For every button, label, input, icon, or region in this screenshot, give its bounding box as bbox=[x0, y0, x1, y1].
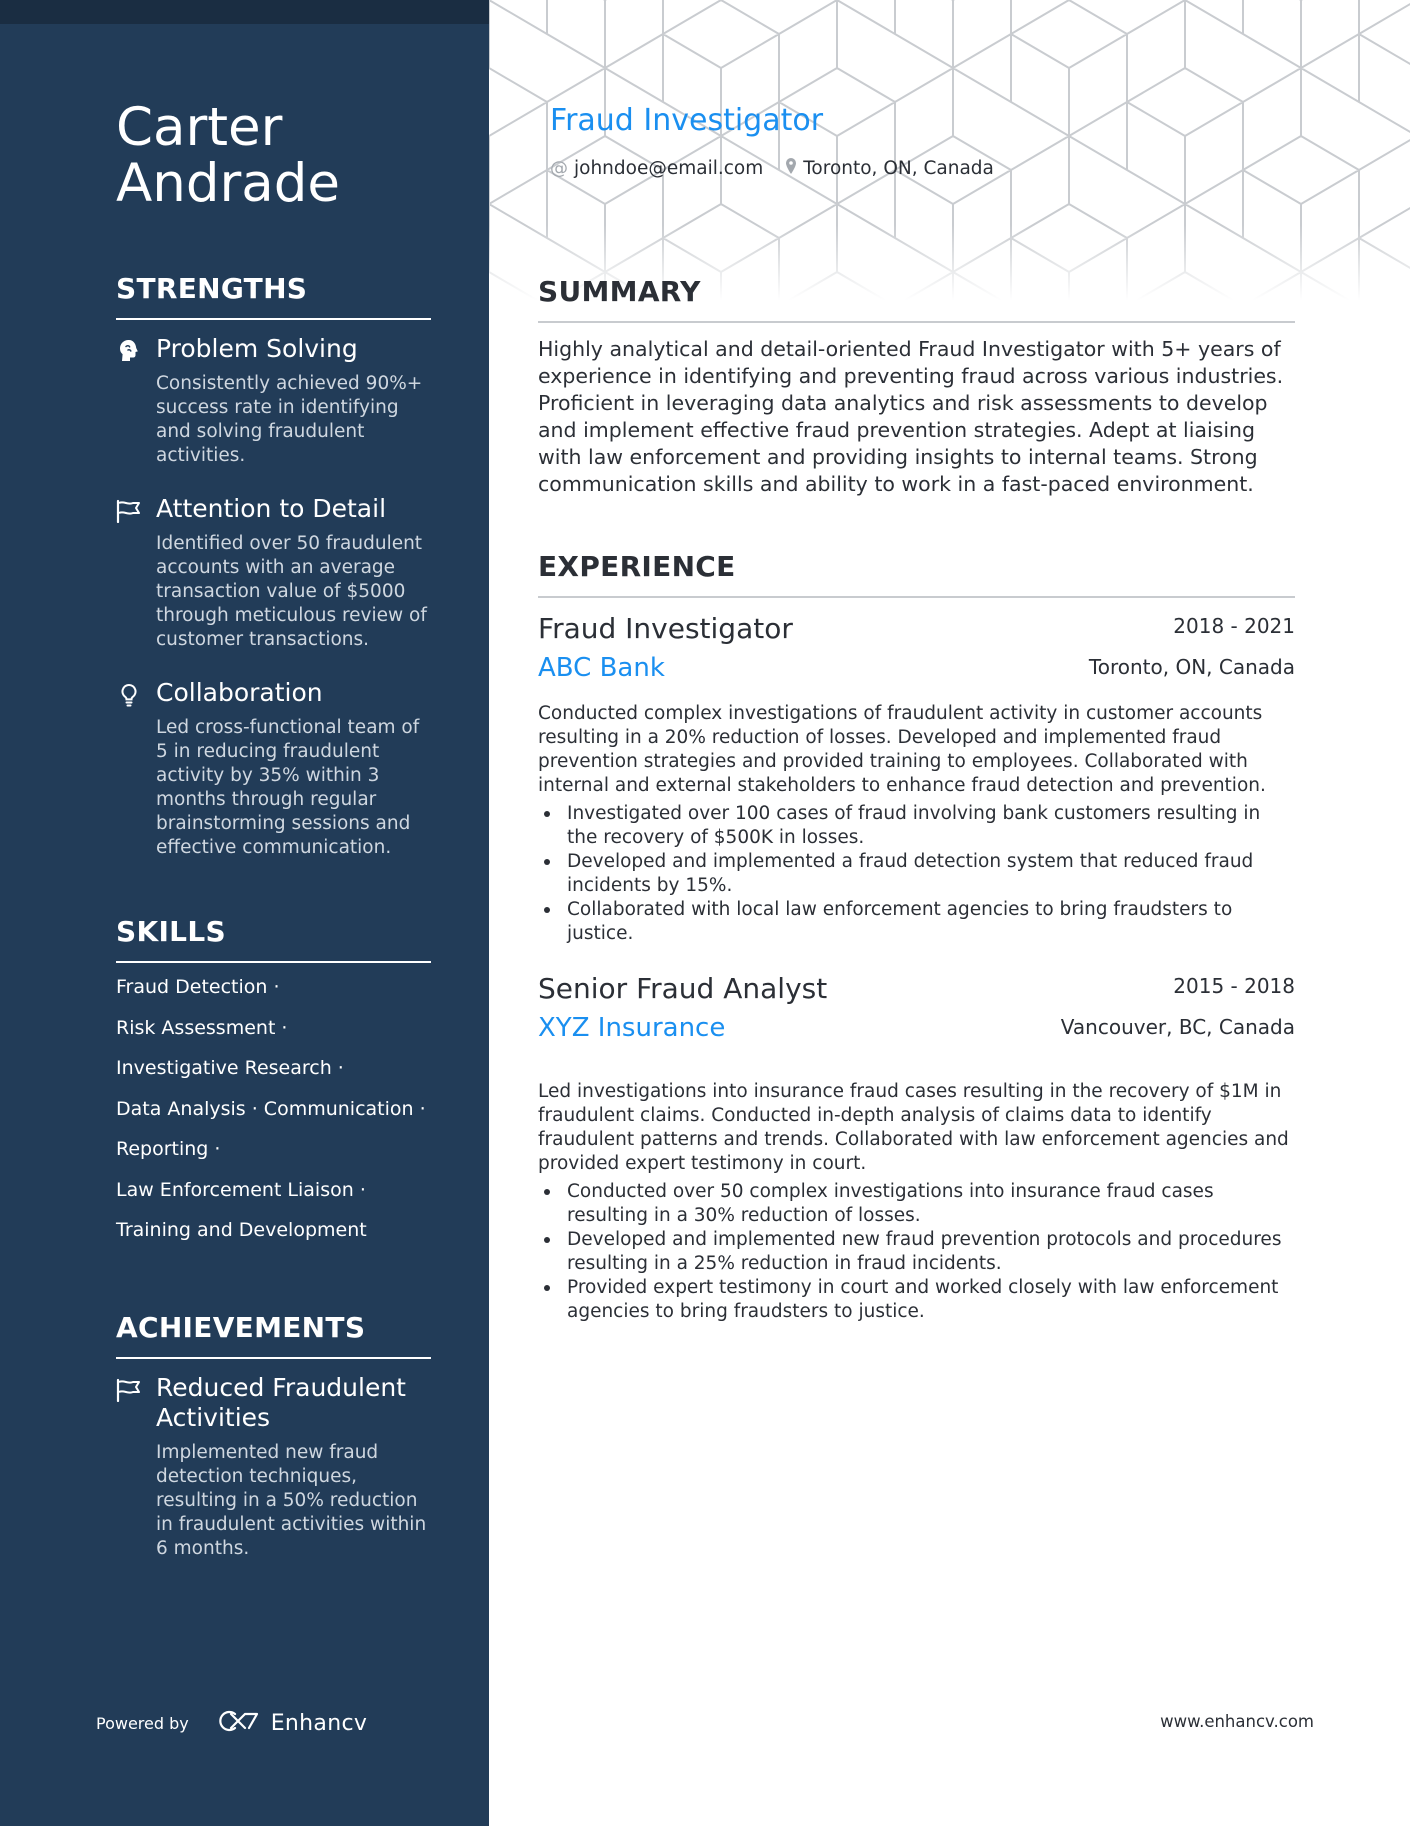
flag-icon bbox=[116, 498, 142, 524]
job-location: Toronto, ON, Canada bbox=[1088, 655, 1295, 679]
summary-text: Highly analytical and detail-oriented Fraud Investigator with 5+ years of experience in identifying and preventing fraud across various industries. Proficient in leveraging data analytics and risk assessments to develop and implement effective fraud prevention strategies. Adept at liaising with law enforcement and providing insights to internal teams. Strong communication skills and ability to work in a fast-paced environment. bbox=[538, 337, 1284, 496]
job-company: ABC Bank bbox=[538, 653, 665, 683]
job-bullet: Investigated over 100 cases of fraud involving bank customers resulting in the recovery of $500K in losses. bbox=[538, 802, 1295, 850]
achievement-item bbox=[116, 1373, 431, 1561]
location-contact bbox=[785, 157, 994, 180]
decorative-pattern bbox=[489, 0, 1410, 300]
email-contact[interactable] bbox=[550, 158, 763, 179]
job-bullets bbox=[538, 1180, 1295, 1324]
skill-line: Fraud Detection · bbox=[116, 976, 280, 998]
powered-by-label: Powered by bbox=[96, 1713, 189, 1733]
strengths-title: STRENGTHS bbox=[116, 272, 431, 320]
strength-item bbox=[116, 678, 431, 860]
skill-line: Risk Assessment · bbox=[116, 1016, 288, 1039]
achievement-title: Reduced Fraudulent Activities bbox=[156, 1373, 406, 1432]
location-text: Toronto, ON, Canada bbox=[803, 158, 994, 179]
last-name: Andrade bbox=[116, 153, 341, 214]
map-pin-icon bbox=[785, 157, 797, 180]
strength-title: Problem Solving bbox=[156, 334, 358, 363]
skill-line: Investigative Research · bbox=[116, 1057, 344, 1079]
strength-item bbox=[116, 334, 431, 468]
job-description: Led investigations into insurance fraud cases resulting in the recovery of $1M in fraudulent claims. Conducted in-depth analysis of claims data to identify fraudulent patterns and trends. Collaborated with law enforcement agencies and provided expert testimony in court. bbox=[538, 1081, 1289, 1174]
job-bullet: Developed and implemented new fraud prevention protocols and procedures resulting in a 25% reduction in fraud incidents. bbox=[538, 1228, 1295, 1276]
skills-section bbox=[116, 915, 431, 1241]
at-icon: @ bbox=[550, 158, 568, 179]
job-bullet: Developed and implemented a fraud detection system that reduced fraud incidents by 15%. bbox=[538, 850, 1295, 898]
sidebar-top-bar bbox=[0, 0, 489, 24]
skills-title: SKILLS bbox=[116, 915, 431, 963]
email-text: johndoe@email.com bbox=[574, 158, 764, 179]
job-location: Vancouver, BC, Canada bbox=[1060, 1015, 1295, 1039]
flag-icon bbox=[116, 1377, 142, 1403]
skill-line: Reporting · bbox=[116, 1138, 221, 1160]
achievement-desc: Implemented new fraud detection techniques, resulting in a 50% reduction in fraudulent activities within 6 months. bbox=[156, 1442, 427, 1559]
skill-line: Data Analysis · Communication · bbox=[116, 1097, 426, 1120]
strengths-section bbox=[116, 272, 431, 858]
skill-line: Law Enforcement Liaison · bbox=[116, 1178, 366, 1201]
first-name: Carter bbox=[116, 97, 283, 158]
job-bullet: Provided expert testimony in court and worked closely with law enforcement agencies to bring fraudsters to justice. bbox=[538, 1276, 1295, 1324]
experience-title: EXPERIENCE bbox=[538, 550, 1295, 598]
summary-title: SUMMARY bbox=[538, 275, 1295, 323]
job-bullet: Collaborated with local law enforcement agencies to bring fraudsters to justice. bbox=[538, 898, 1295, 946]
job-bullet: Conducted over 50 complex investigations into insurance fraud cases resulting in a 30% reduction of losses. bbox=[538, 1180, 1295, 1228]
job-title: Fraud Investigator bbox=[538, 612, 793, 645]
candidate-name bbox=[116, 97, 446, 214]
job-body bbox=[538, 1080, 1295, 1324]
skills-list bbox=[116, 975, 431, 1259]
job-title: Senior Fraud Analyst bbox=[538, 972, 828, 1005]
pattern-fade bbox=[489, 0, 1410, 300]
enhancv-brand: Enhancv bbox=[270, 1710, 368, 1736]
strength-desc: Identified over 50 fraudulent accounts with an average transaction value of $5000 through meticulous review of customer transactions. bbox=[156, 533, 427, 650]
role-title: Fraud Investigator bbox=[550, 103, 824, 138]
powered-by bbox=[96, 1706, 367, 1740]
strength-title: Attention to Detail bbox=[156, 494, 387, 523]
job-bullets bbox=[538, 802, 1295, 946]
strength-title: Collaboration bbox=[156, 678, 323, 707]
skill-line: Training and Development bbox=[116, 1219, 367, 1241]
brain-icon bbox=[116, 338, 142, 364]
job-company: XYZ Insurance bbox=[538, 1013, 726, 1043]
website-link[interactable]: www.enhancv.com bbox=[1160, 1712, 1314, 1731]
strength-item bbox=[116, 494, 431, 652]
hex-line-pattern bbox=[489, 0, 1410, 300]
lightbulb-icon bbox=[116, 682, 142, 708]
strength-desc: Led cross-functional team of 5 in reducing fraudulent activity by 35% within 3 months through regular brainstorming sessions and effective communication. bbox=[156, 717, 420, 858]
job-dates: 2015 - 2018 bbox=[1173, 974, 1295, 998]
contact-info bbox=[550, 157, 1016, 180]
job-body bbox=[538, 702, 1295, 946]
enhancv-logo-icon bbox=[217, 1708, 263, 1738]
job-dates: 2018 - 2021 bbox=[1173, 614, 1295, 638]
sidebar bbox=[0, 0, 489, 1826]
achievements-title: ACHIEVEMENTS bbox=[116, 1311, 431, 1359]
achievements-section bbox=[116, 1311, 431, 1559]
job-description: Conducted complex investigations of fraudulent activity in customer accounts resulting in a 20% reduction of losses. Developed and implemented fraud prevention strategies and provided training to employees. Collaborated with internal and external stakeholders to enhance fraud detection and prevention. bbox=[538, 703, 1266, 796]
strength-desc: Consistently achieved 90%+ success rate in identifying and solving fraudulent activities. bbox=[156, 373, 423, 466]
